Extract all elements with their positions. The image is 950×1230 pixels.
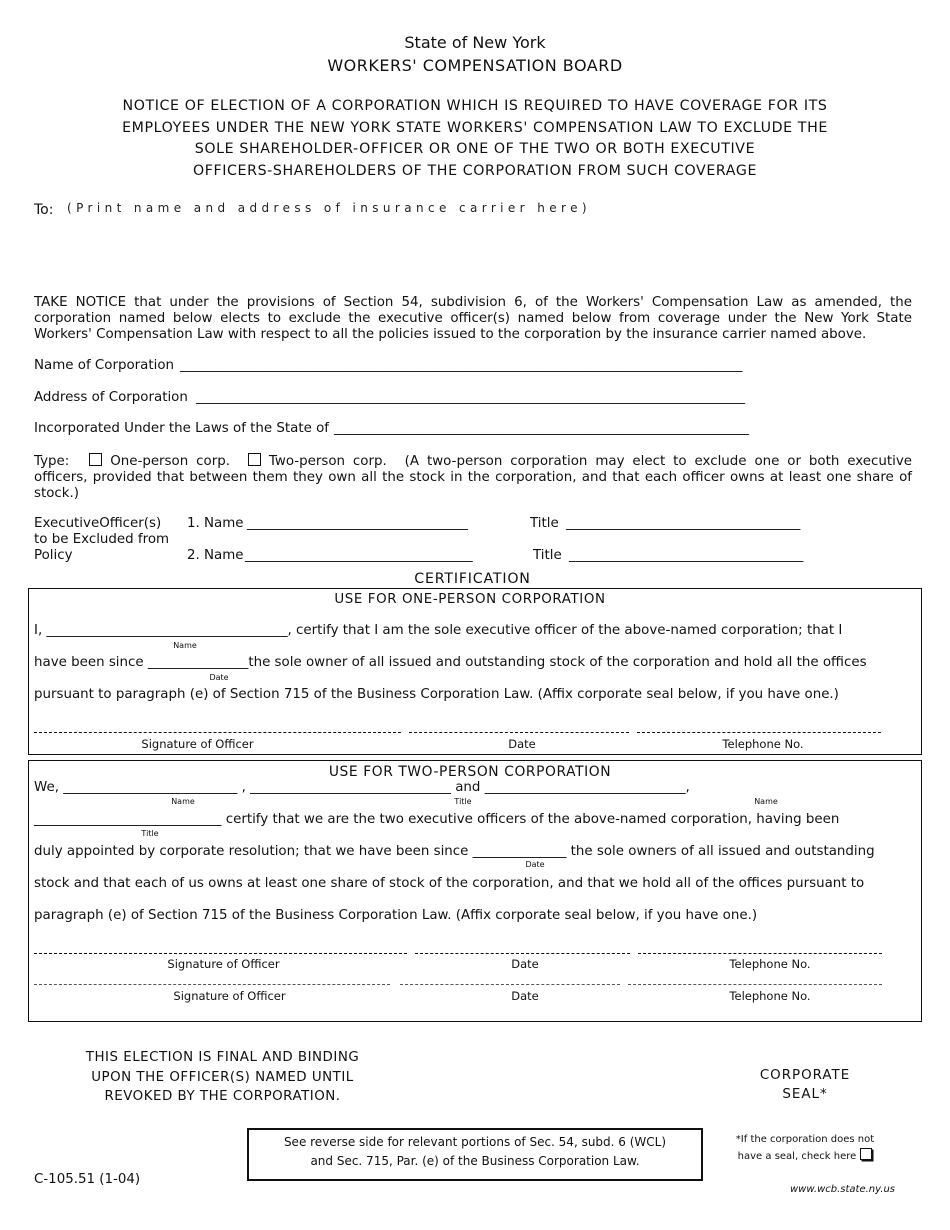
since-date-field[interactable]: _______________ (147, 655, 249, 670)
name-caption: Name (171, 797, 195, 806)
seal-note (730, 1132, 880, 1165)
officer-1-title-field[interactable]: ___________________________________ (566, 516, 801, 531)
corporation-address-label: Address of Corporation (34, 390, 188, 405)
two-person-telephone-line-2[interactable] (628, 984, 882, 985)
two-person-date-line-2[interactable] (400, 984, 620, 985)
two-person-checkbox[interactable] (248, 453, 261, 466)
name-caption: Name (754, 797, 778, 806)
incorporated-state-field[interactable]: ______________________________________________________________ (334, 421, 750, 436)
officer-2-name-field[interactable]: __________________________________ (245, 548, 473, 563)
two-person-heading: USE FOR TWO-PERSON CORPORATION (328, 764, 612, 780)
certification-heading: CERTIFICATION (414, 571, 531, 587)
type-label: Type: (34, 454, 70, 469)
since-text: have been since (34, 655, 144, 670)
and-text: and (455, 780, 481, 795)
executive-label-line: ExecutiveOfficer(s) (34, 516, 162, 531)
date-caption: Date (511, 957, 539, 971)
two-person-signature-line-1[interactable] (34, 953, 407, 954)
one-person-checkbox[interactable] (89, 453, 102, 466)
one-person-certification-box (28, 588, 922, 755)
see-reverse-box (247, 1128, 703, 1181)
two-person-since-date-field[interactable]: ______________ (472, 844, 567, 859)
see-reverse-line: and Sec. 715, Par. (e) of the Business Corporation Law. (310, 1154, 640, 1168)
two-person-signature-line-2[interactable] (34, 984, 390, 985)
final-line: REVOKED BY THE CORPORATION. (104, 1089, 341, 1104)
officer-1-name-field[interactable]: _________________________________ (247, 516, 468, 531)
comma-text: , (685, 780, 690, 795)
no-seal-checkbox[interactable] (860, 1148, 872, 1160)
officer-a-title-field[interactable]: ______________________________ (250, 780, 451, 795)
comma-text: , (241, 780, 246, 795)
seal-line: SEAL* (782, 1087, 828, 1102)
board-heading: WORKERS' COMPENSATION BOARD (327, 56, 623, 75)
owners-text: the sole owners of all issued and outstanding (570, 844, 875, 859)
officer-b-name-field[interactable]: ______________________________ (484, 780, 686, 795)
date-caption: Date (508, 737, 536, 751)
name-caption: Name (173, 641, 197, 650)
corporation-type (34, 453, 912, 502)
website-link[interactable]: www.wcb.state.ny.us (790, 1184, 895, 1195)
one-person-line-3: pursuant to paragraph (e) of Section 715 of the Business Corporation Law. (Affix corporate seal below, if you have one.) (34, 687, 839, 702)
certify-text: , certify that I am the sole executive officer of the above-named corporation; that I (287, 623, 843, 638)
one-person-date-line[interactable] (409, 732, 629, 733)
one-person-label: One-person corp. (110, 454, 230, 469)
text-i: I, (34, 623, 43, 638)
final-line: THIS ELECTION IS FINAL AND BINDING (85, 1050, 360, 1065)
final-line: UPON THE OFFICER(S) NAMED UNTIL (91, 1069, 354, 1085)
form-number: C-105.51 (1-04) (34, 1172, 141, 1187)
sole-officer-name-field[interactable]: ____________________________________ (46, 623, 288, 638)
signature-caption: Signature of Officer (141, 737, 254, 751)
incorporated-state-label: Incorporated Under the Laws of the State of (34, 421, 330, 436)
officer-2-title-label: Title (533, 548, 562, 563)
telephone-caption: Telephone No. (722, 737, 804, 751)
date-caption: Date (525, 860, 545, 869)
two-person-telephone-line-1[interactable] (638, 953, 882, 954)
executive-label-line: to be Excluded from (34, 532, 170, 547)
one-person-line-1 (34, 623, 842, 638)
seal-note-line: have a seal, check here (737, 1151, 857, 1162)
notice-title-line: OFFICERS-SHAREHOLDERS OF THE CORPORATION FROM SUCH COVERAGE (192, 162, 758, 179)
officer-a-name-field[interactable]: __________________________ (63, 780, 238, 795)
executive-label-line: Policy (34, 548, 73, 563)
to-label: To: (34, 202, 54, 218)
signature-caption: Signature of Officer (173, 989, 286, 1003)
officer-2-name-label: 2. Name (187, 548, 244, 563)
corporate-seal-area (730, 1066, 880, 1104)
date-caption: Date (511, 989, 539, 1003)
notice-title-line: NOTICE OF ELECTION OF A CORPORATION WHICH IS REQUIRED TO HAVE COVERAGE FOR ITS (122, 98, 828, 114)
officer-2-title-field[interactable]: ___________________________________ (569, 548, 804, 563)
one-person-signature-line[interactable] (34, 732, 401, 733)
two-person-label: Two-person corp. (268, 454, 387, 469)
title-caption: Title (454, 797, 472, 806)
insurance-carrier-field[interactable]: (Print name and address of insurance carrier here) (67, 201, 591, 215)
corporation-name-label: Name of Corporation (34, 358, 175, 373)
take-notice-paragraph: TAKE NOTICE that under the provisions of Section 54, subdivision 6, of the Workers' Compensation Law as amended, the corporation named below elects to exclude the executive officer(s) named below from coverage under the New York State Workers' Compensation Law with respect to all the policies issued to the corporation by the insurance carrier named above. (34, 295, 912, 342)
type-explanation: (A two-person corporation may elect to exclude one or both executive officers, provided that between them they own all the stock in the corporation, and that each officer owns at least one share of stock.) (34, 454, 912, 501)
one-person-telephone-line[interactable] (637, 732, 881, 733)
final-binding-notice (60, 1048, 385, 1107)
seal-line: CORPORATE (759, 1068, 851, 1083)
one-person-line-2 (34, 655, 867, 670)
telephone-caption: Telephone No. (729, 957, 811, 971)
two-person-date-line-1[interactable] (415, 953, 630, 954)
officer-b-title-field[interactable]: ____________________________ (34, 812, 222, 827)
date-caption: Date (209, 673, 229, 682)
since-text: duly appointed by corporate resolution; that we have been since (34, 844, 469, 859)
notice-title-line: EMPLOYEES UNDER THE NEW YORK STATE WORKERS' COMPENSATION LAW TO EXCLUDE THE (122, 119, 828, 136)
two-person-line-5: paragraph (e) of Section 715 of the Business Corporation Law. (Affix corporate seal below, if you have one.) (34, 908, 758, 923)
executive-officers-label (34, 516, 169, 564)
corporation-address-field[interactable]: __________________________________________________________________________________ (196, 390, 746, 405)
see-reverse-line: See reverse side for relevant portions of Sec. 54, subd. 6 (WCL) (283, 1135, 667, 1149)
notice-title-line: SOLE SHAREHOLDER-OFFICER OR ONE OF THE TWO OR BOTH EXECUTIVE (194, 141, 756, 157)
two-person-line-4: stock and that each of us owns at least one share of stock of the corporation, and that we hold all of the offices pursuant to (34, 876, 865, 891)
owner-text: the sole owner of all issued and outstanding stock of the corporation and hold all the offices (248, 655, 867, 670)
notice-title (60, 96, 890, 182)
title-caption: Title (141, 829, 159, 838)
signature-caption: Signature of Officer (167, 957, 280, 971)
one-person-heading: USE FOR ONE-PERSON CORPORATION (334, 592, 606, 607)
certify-text: certify that we are the two executive officers of the above-named corporation, having been (225, 812, 840, 827)
corporation-name-field[interactable]: ____________________________________________________________________________________ (180, 358, 743, 373)
two-person-line-3 (34, 844, 875, 859)
state-heading: State of New York (404, 33, 546, 52)
officer-1-name-label: 1. Name (187, 516, 244, 531)
two-person-line-2 (34, 812, 839, 827)
telephone-caption: Telephone No. (729, 989, 811, 1003)
two-person-line-1 (34, 780, 690, 795)
seal-note-line: *If the corporation does not (735, 1134, 875, 1145)
officer-1-title-label: Title (530, 516, 559, 531)
we-text: We, (34, 780, 59, 795)
